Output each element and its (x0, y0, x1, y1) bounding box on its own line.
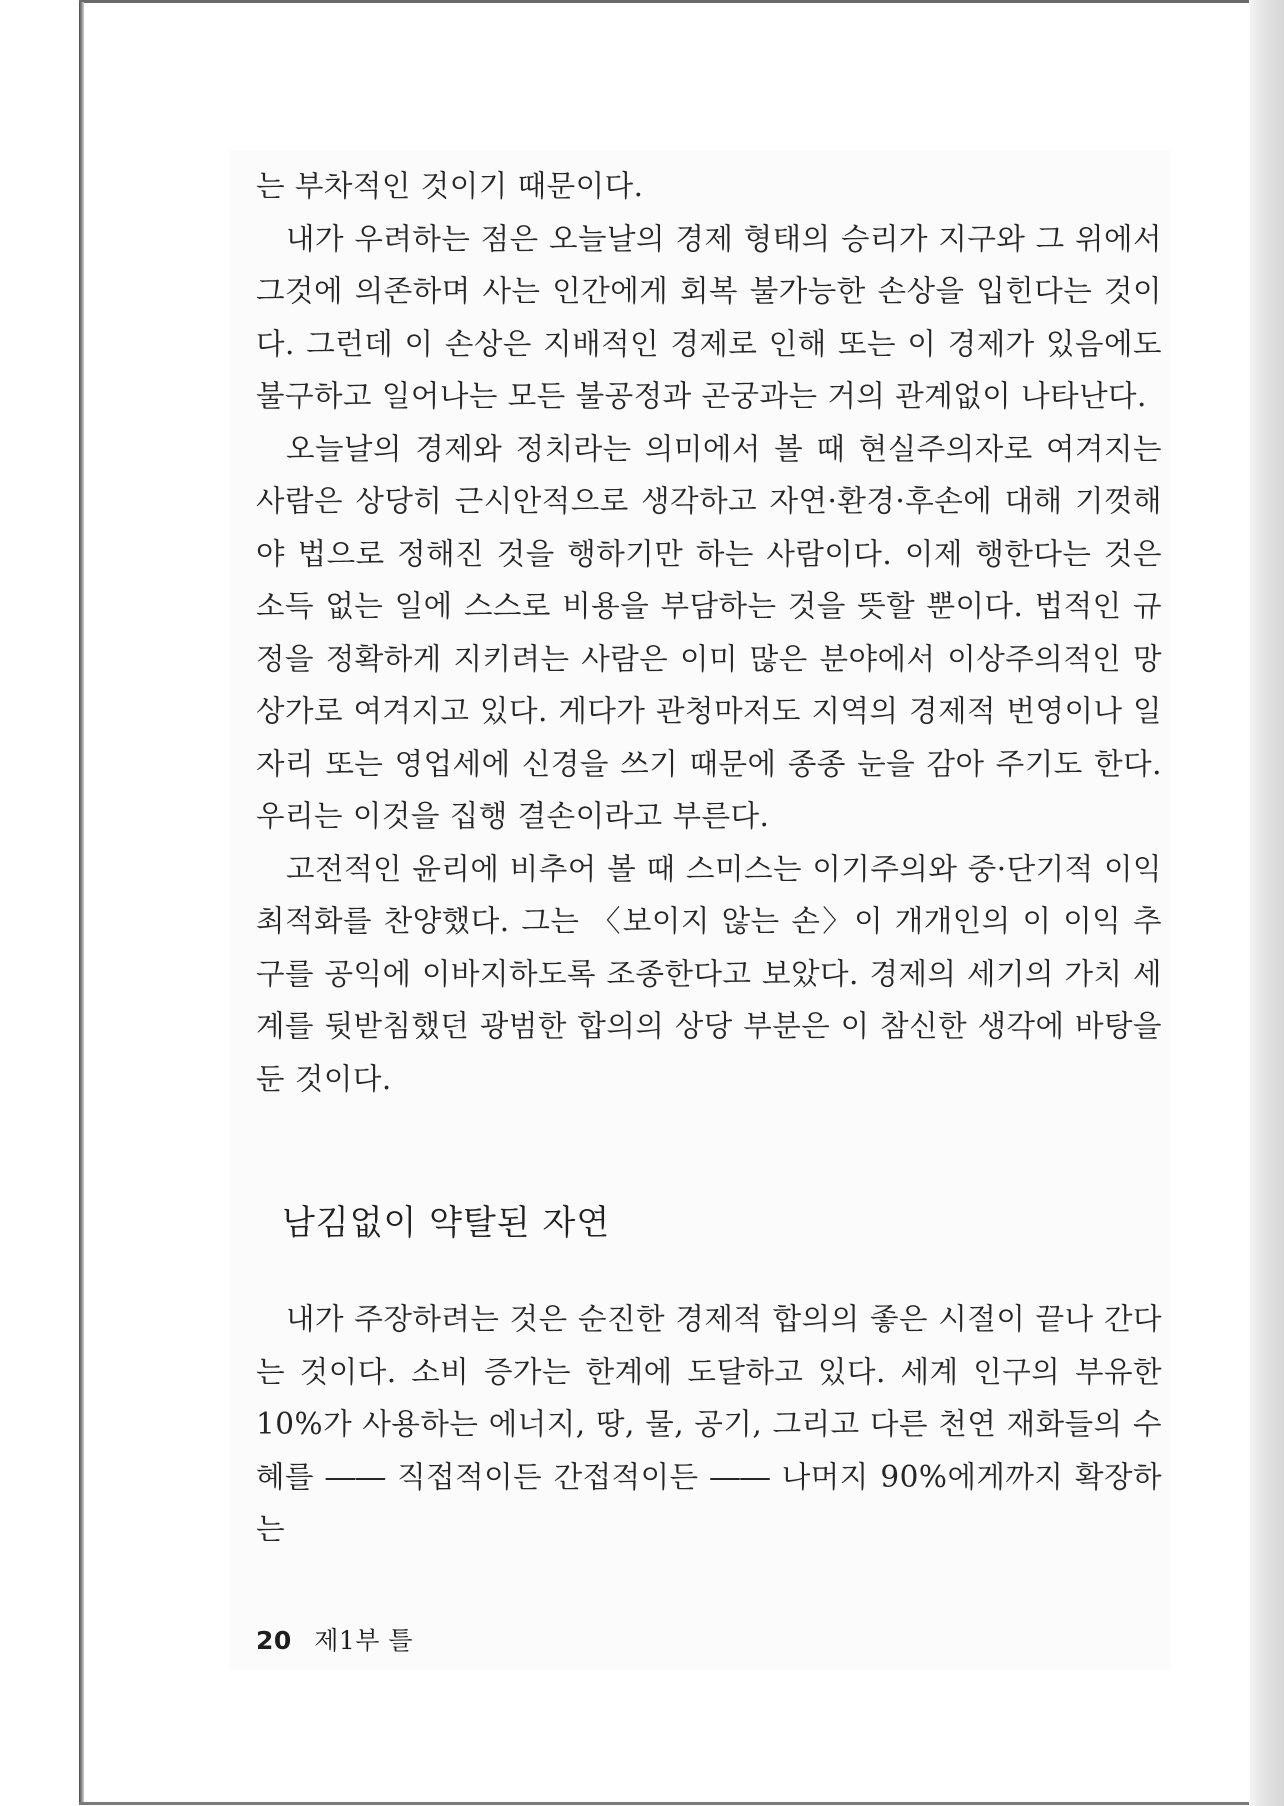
paragraph-2: 내가 우려하는 점은 오늘날의 경제 형태의 승리가 지구와 그 위에서 그것에 의존하며 사는 인간에게 회복 불가능한 손상을 입힌다는 것이다. 그런데 이 손상은 지배적인 경제로 인해 또는 이 경제가 있음에도 불구하고 일어나는 모든 불공정과 곤궁과는 거의 관계없이 나타난다. (256, 221, 1162, 413)
paragraph-4: 고전적인 윤리에 비추어 볼 때 스미스는 이기주의와 중·단기적 이익 최적화를 찬양했다. 그는 〈보이지 않는 손〉이 개개인의 이 이익 추구를 공익에 이바지하도록 조종한다고 보았다. 경제의 세기의 가치 세계를 뒷받침했던 광범한 합의의 상당 부분은 이 참신한 생각에 바탕을 둔 것이다. (256, 851, 1162, 1096)
page-right-shadow (1250, 0, 1284, 1806)
page-body (256, 160, 1162, 1556)
paragraph-1: 는 부차적인 것이기 때문이다. (256, 169, 644, 203)
paragraph-3: 오늘날의 경제와 정치라는 의미에서 볼 때 현실주의자로 여겨지는 사람은 상당히 근시안적으로 생각하고 자연·환경·후손에 대해 기껏해야 법으로 정해진 것을 행하기만 하는 사람이다. 이제 행한다는 것은 소득 없는 일에 스스로 비용을 부담하는 것을 뜻할 뿐이다. 법적인 규정을 정확하게 지키려는 사람은 이미 많은 분야에서 이상주의적인 망상가로 여겨지고 있다. 게다가 관청마저도 지역의 경제적 번영이나 일자리 또는 영업세에 신경을 쓰기 때문에 종종 눈을 감아 주기도 한다. 우리는 이것을 집행 결손이라고 부른다. (256, 431, 1162, 833)
page-top-edge (79, 0, 1249, 3)
page-left-edge (79, 2, 84, 1802)
page-footer (256, 1621, 413, 1657)
running-head: 제1부 틀 (314, 1626, 414, 1655)
page-number: 20 (256, 1626, 292, 1655)
section-heading: 남김없이 약탈된 자연 (282, 1203, 611, 1243)
page-bottom-edge (79, 1802, 1249, 1805)
section-paragraph: 내가 주장하려는 것은 순진한 경제적 합의의 좋은 시절이 끝나 간다는 것이다. 소비 증가는 한계에 도달하고 있다. 세계 인구의 부유한 10%가 사용하는 에너지, 땅, 물, 공기, 그리고 다른 천연 재화들의 수혜를 ―― 직접적이든 간접적이든 ―― 나머지 90%에게까지 확장하는 (256, 1302, 1162, 1546)
